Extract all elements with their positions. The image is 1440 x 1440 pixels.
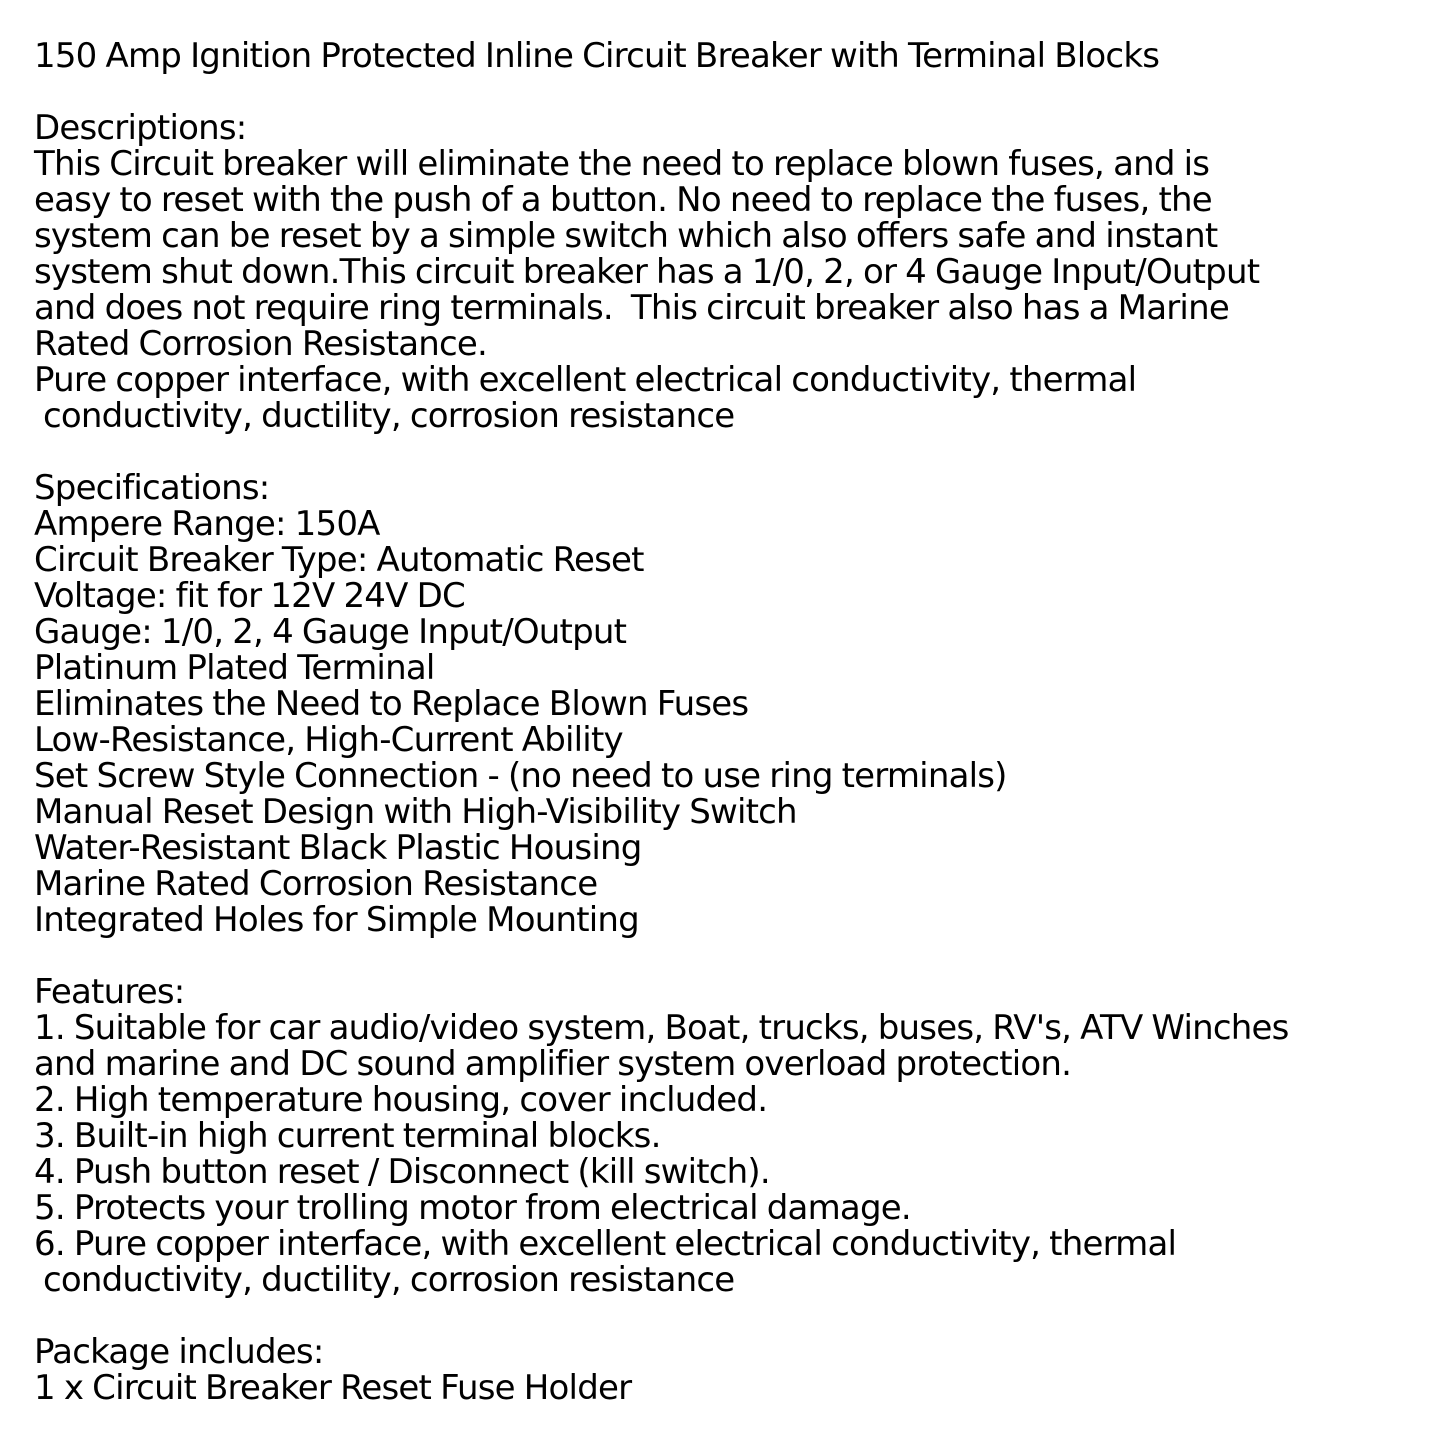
spec-item: Manual Reset Design with High-Visibility Switch — [34, 792, 797, 832]
descriptions-line: system shut down.This circuit breaker has a 1/0, 2, or 4 Gauge Input/Output — [34, 252, 1260, 292]
spec-item: Low-Resistance, High-Current Ability — [34, 720, 623, 760]
spec-item: Eliminates the Need to Replace Blown Fuses — [34, 684, 749, 724]
spec-item: Voltage: fit for 12V 24V DC — [34, 576, 465, 616]
feature-item: 6. Pure copper interface, with excellent electrical conductivity, thermal — [34, 1224, 1177, 1264]
descriptions-line: and does not require ring terminals. This circuit breaker also has a Marine — [34, 288, 1229, 328]
product-description-document — [34, 38, 1434, 1406]
specifications-heading: Specifications: — [34, 468, 270, 508]
feature-item: 1. Suitable for car audio/video system, Boat, trucks, buses, RV's, ATV Winches — [34, 1008, 1289, 1048]
feature-item: 5. Protects your trolling motor from electrical damage. — [34, 1188, 911, 1228]
spec-item: Set Screw Style Connection - (no need to use ring terminals) — [34, 756, 1007, 796]
spec-item: Gauge: 1/0, 2, 4 Gauge Input/Output — [34, 612, 627, 652]
features-section — [34, 974, 1434, 1298]
product-title: 150 Amp Ignition Protected Inline Circuit Breaker with Terminal Blocks — [34, 36, 1160, 76]
package-heading: Package includes: — [34, 1332, 324, 1372]
descriptions-heading: Descriptions: — [34, 108, 247, 148]
package-item: 1 x Circuit Breaker Reset Fuse Holder — [34, 1368, 632, 1408]
descriptions-line: easy to reset with the push of a button. No need to replace the fuses, the — [34, 180, 1212, 220]
spec-item: Integrated Holes for Simple Mounting — [34, 900, 639, 940]
feature-item: conductivity, ductility, corrosion resistance — [34, 1260, 735, 1300]
descriptions-line: Rated Corrosion Resistance. — [34, 324, 488, 364]
specifications-section — [34, 470, 1434, 938]
descriptions-line: This Circuit breaker will eliminate the need to replace blown fuses, and is — [34, 144, 1210, 184]
descriptions-line: Pure copper interface, with excellent electrical conductivity, thermal — [34, 360, 1137, 400]
descriptions-line: system can be reset by a simple switch which also offers safe and instant — [34, 216, 1218, 256]
spec-item: Ampere Range: 150A — [34, 504, 380, 544]
package-section — [34, 1334, 1434, 1406]
feature-item: and marine and DC sound amplifier system overload protection. — [34, 1044, 1072, 1084]
descriptions-line: conductivity, ductility, corrosion resistance — [34, 396, 735, 436]
spec-item: Marine Rated Corrosion Resistance — [34, 864, 598, 904]
feature-item: 3. Built-in high current terminal blocks. — [34, 1116, 661, 1156]
spec-item: Circuit Breaker Type: Automatic Reset — [34, 540, 644, 580]
feature-item: 4. Push button reset / Disconnect (kill switch). — [34, 1152, 770, 1192]
features-heading: Features: — [34, 972, 185, 1012]
descriptions-section — [34, 110, 1434, 434]
spec-item: Water-Resistant Black Plastic Housing — [34, 828, 642, 868]
feature-item: 2. High temperature housing, cover included. — [34, 1080, 768, 1120]
spec-item: Platinum Plated Terminal — [34, 648, 435, 688]
